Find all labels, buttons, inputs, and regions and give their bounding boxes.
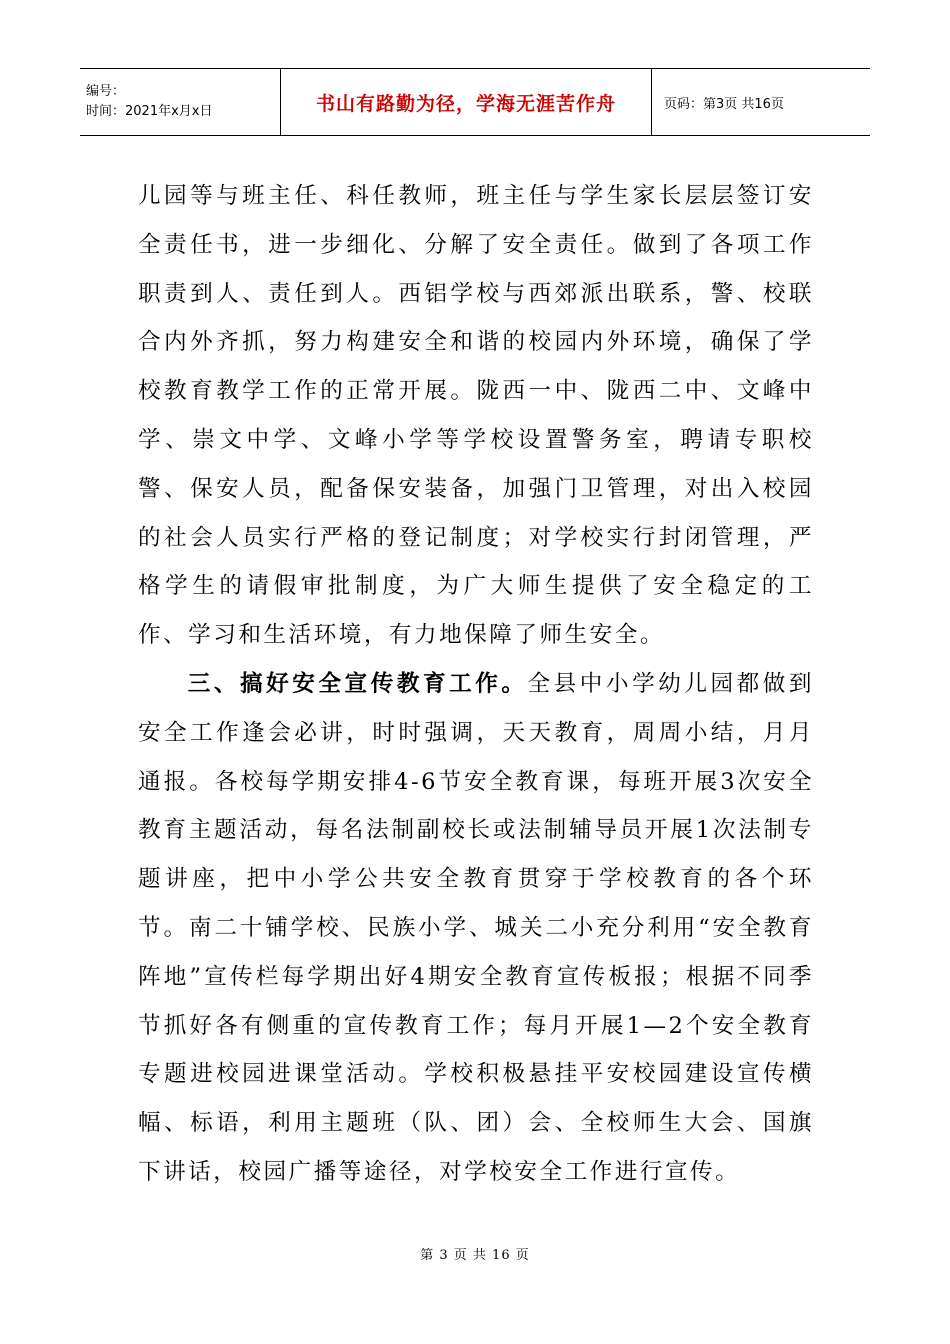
header-left	[80, 69, 280, 135]
number-label: 编号：	[86, 84, 126, 99]
section-3-text: 全县中小学幼儿园都做到安全工作逢会必讲，时时强调，天天教育，周周小结，月月通报。各校每学期安排4-6节安全教育课，每班开展3次安全教育主题活动，每名法制副校长或法制辅导员开展1次法制专题讲座，把中小学公共安全教育贯穿于学校教育的各个环节。南二十铺学校、民族小学、城关二小充分利用“安全教育阵地”宣传栏每学期出好4期安全教育宣传板报；根据不同季节抓好各有侧重的宣传教育工作；每月开展1—2个安全教育专题进校园进课堂活动。学校积极悬挂平安校园建设宣传横幅、标语，利用主题班（队、团）会、全校师生大会、国旗下讲话，校园广播等途径，对学校安全工作进行宣传。	[138, 670, 815, 1185]
document-body	[138, 172, 814, 1197]
date-label: 时间：2021年x月x日	[86, 104, 213, 119]
page-footer: 第 3 页 共 16 页	[420, 1248, 530, 1263]
page-label: 页码：第3页 共16页	[664, 96, 784, 112]
section-3-heading: 三、搞好安全宣传教育工作。	[187, 670, 528, 697]
header-motto: 书山有路勤为径，学海无涯苦作舟	[315, 92, 616, 115]
paragraph-continuation: 儿园等与班主任、科任教师，班主任与学生家长层层签订安全责任书，进一步细化、分解了安全责任。做到了各项工作职责到人、责任到人。西铝学校与西郊派出联系，警、校联合内外齐抓，努力构建安全和谐的校园内外环境，确保了学校教育教学工作的正常开展。陇西一中、陇西二中、文峰中学、崇文中学、文峰小学等学校设置警务室，聘请专职校警、保安人员，配备保安装备，加强门卫管理，对出入校园的社会人员实行严格的登记制度；对学校实行封闭管理，严格学生的请假审批制度，为广大师生提供了安全稳定的工作、学习和生活环境，有力地保障了师生安全。	[138, 183, 814, 649]
page-header	[80, 68, 870, 136]
header-right	[652, 69, 870, 135]
header-middle	[280, 69, 652, 135]
section-3-paragraph	[138, 660, 814, 1197]
